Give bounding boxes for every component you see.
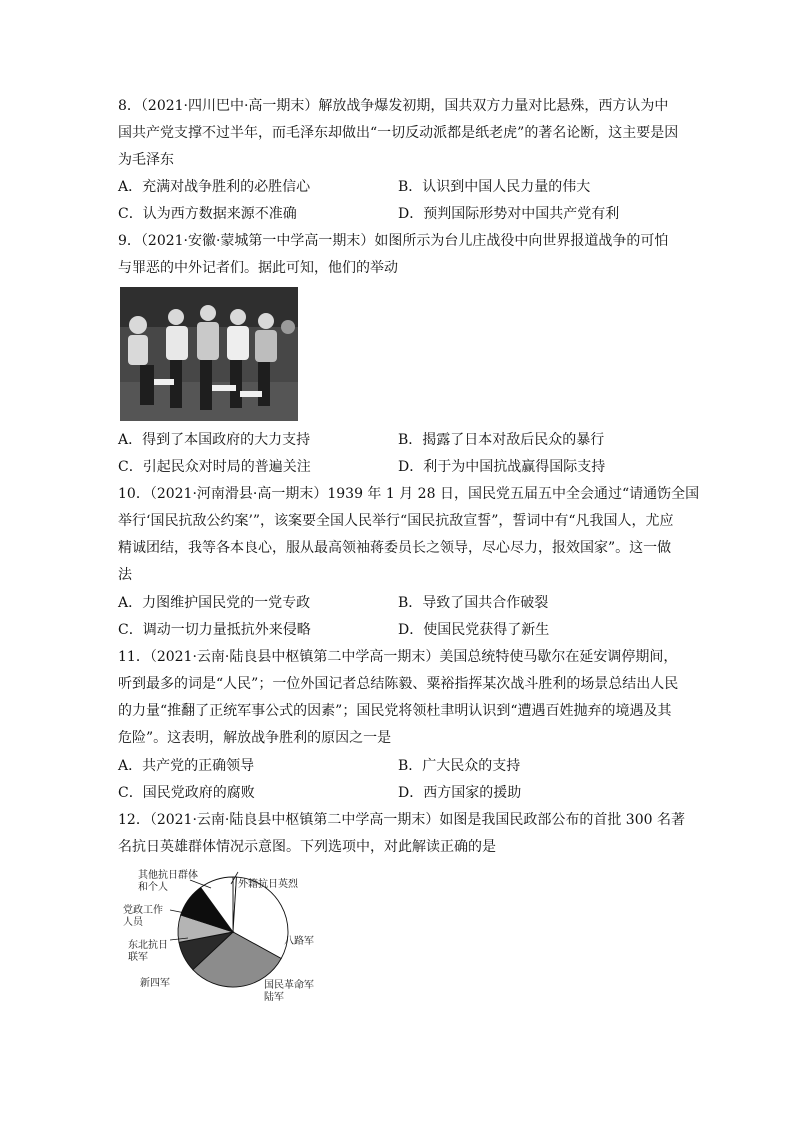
- q9-option-a[interactable]: A．得到了本国政府的大力支持: [118, 432, 311, 448]
- q8-stem-line-1: 8．（2021·四川巴中·高一期末）解放战争爆发初期，国共双方力量对比悬殊，西方认为中: [118, 98, 669, 114]
- reporters-photo: [120, 287, 298, 421]
- label-nra-1: 国民革命军: [264, 980, 314, 991]
- q10-option-a[interactable]: A．力图维护国民党的一党专政: [118, 595, 311, 611]
- q9-stem-line-2: 与罪恶的中外记者们。据此可知，他们的举动: [118, 260, 398, 276]
- q11-stem-line-1: 11．（2021·云南·陆良县中枢镇第二中学高一期末）美国总统特使马歇尔在延安调停期间，: [118, 649, 678, 665]
- label-northeast-2: 联军: [128, 952, 148, 963]
- pie-chart-svg: [118, 864, 348, 1014]
- label-nra-2: 陆军: [264, 992, 284, 1003]
- label-party-1: 党政工作: [123, 905, 163, 916]
- q8-option-c[interactable]: C．认为西方数据来源不准确: [118, 206, 297, 222]
- q8-option-d[interactable]: D．预判国际形势对中国共产党有利: [398, 206, 620, 222]
- q9-option-c[interactable]: C．引起民众对时局的普遍关注: [118, 459, 311, 475]
- q9-option-b[interactable]: B．揭露了日本对敌后民众的暴行: [398, 432, 605, 448]
- q9-option-d[interactable]: D．利于为中国抗战赢得国际支持: [398, 459, 606, 475]
- q10-stem-line-3: 精诚团结，我等各本良心，服从最高领袖蒋委员长之领导，尽心尽力，报效国家”。这一做: [118, 540, 672, 556]
- q11-option-b[interactable]: B．广大民众的支持: [398, 758, 521, 774]
- q12-stem-line-1: 12．（2021·云南·陆良县中枢镇第二中学高一期末）如图是我国民政部公布的首批 300 名著: [118, 812, 685, 828]
- q8-stem-line-2: 国共产党支撑不过半年，而毛泽东却做出“一切反动派都是纸老虎”的著名论断，这主要是因: [118, 125, 679, 141]
- q10-option-b[interactable]: B．导致了国共合作破裂: [398, 595, 549, 611]
- label-foreign: 外籍抗日英烈: [238, 879, 298, 890]
- q10-option-c[interactable]: C．调动一切力量抵抗外来侵略: [118, 622, 311, 638]
- q10-stem-line-2: 举行‘国民抗敌公约案’”，该案要全国人民举行“国民抗敌宣誓”，誓词中有“凡我国人，尤应: [118, 513, 674, 529]
- label-new-fourth: 新四军: [140, 978, 170, 989]
- label-party-2: 人员: [123, 917, 143, 928]
- q12-stem-line-2: 名抗日英雄群体情况示意图。下列选项中，对此解读正确的是: [118, 839, 496, 855]
- q10-stem-line-4: 法: [118, 567, 132, 583]
- label-other-2: 和个人: [138, 882, 168, 893]
- q11-stem-line-4: 危险”。这表明，解放战争胜利的原因之一是: [118, 730, 392, 746]
- q11-option-c[interactable]: C．国民党政府的腐败: [118, 785, 255, 801]
- q8-option-b[interactable]: B．认识到中国人民力量的伟大: [398, 179, 591, 195]
- label-northeast-1: 东北抗日: [128, 940, 168, 951]
- heroes-pie-chart: [118, 864, 348, 1014]
- reporters-photo-illustration: [120, 287, 298, 421]
- q8-stem-line-3: 为毛泽东: [118, 152, 174, 168]
- label-eighth-route: 八路军: [284, 936, 314, 947]
- q9-stem-line-1: 9．（2021·安徽·蒙城第一中学高一期末）如图所示为台儿庄战役中向世界报道战争的可怕: [118, 233, 669, 249]
- q11-stem-line-3: 的力量“推翻了正统军事公式的因素”；国民党将领杜聿明认识到“遭遇百姓抛弃的境遇及其: [118, 703, 672, 719]
- q11-stem-line-2: 听到最多的词是“人民”；一位外国记者总结陈毅、粟裕指挥某次战斗胜利的场景总结出人民: [118, 676, 679, 692]
- q11-option-a[interactable]: A．共产党的正确领导: [118, 758, 255, 774]
- q11-option-d[interactable]: D．西方国家的援助: [398, 785, 522, 801]
- q10-stem-line-1: 10．（2021·河南滑县·高一期末）1939 年 1 月 28 日，国民党五届五中全会通过“请通饬全国: [118, 486, 700, 502]
- label-other-1: 其他抗日群体: [138, 870, 198, 881]
- q10-option-d[interactable]: D．使国民党获得了新生: [398, 622, 550, 638]
- q8-option-a[interactable]: A．充满对战争胜利的必胜信心: [118, 179, 311, 195]
